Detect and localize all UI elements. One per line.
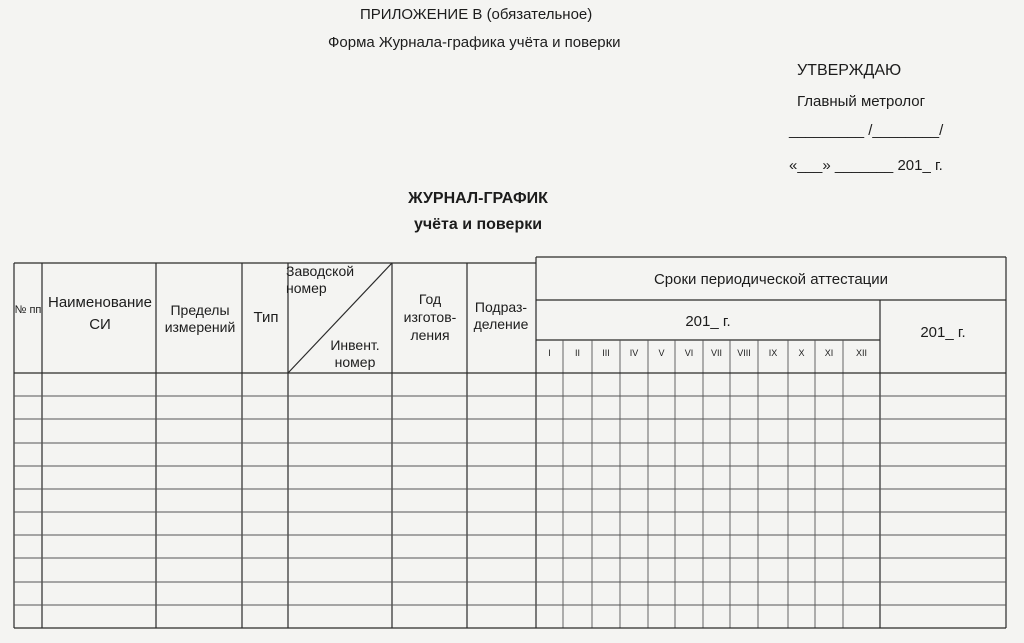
month-label-IV: IV bbox=[629, 348, 639, 358]
signature-line: _________ /________/ bbox=[789, 122, 944, 139]
col-header-type: Тип bbox=[253, 309, 279, 326]
col-header-invent: Инвент. номер bbox=[330, 337, 380, 370]
col-header-num: № пп bbox=[14, 304, 42, 316]
month-label-XI: XI bbox=[824, 348, 834, 358]
month-label-VII: VII bbox=[710, 348, 722, 358]
month-label-III: III bbox=[602, 348, 610, 358]
month-label-IX: IX bbox=[768, 348, 778, 358]
document-subtitle: учёта и поверки bbox=[413, 216, 543, 233]
col-header-name: Наименование СИ bbox=[48, 294, 152, 333]
month-label-VIII: VIII bbox=[737, 348, 751, 358]
approver-position: Главный метролог bbox=[797, 93, 926, 110]
month-label-VI: VI bbox=[684, 348, 694, 358]
month-label-XII: XII bbox=[855, 348, 867, 358]
col-header-limits: Пределы измерений bbox=[164, 302, 236, 335]
month-label-X: X bbox=[798, 348, 805, 358]
col-header-year2: 201_ г. bbox=[920, 324, 966, 341]
col-header-year1: 201_ г. bbox=[685, 313, 731, 330]
appendix-label: ПРИЛОЖЕНИЕ В (обязательное) bbox=[360, 6, 593, 23]
col-header-division: Подраз-деление bbox=[473, 299, 529, 332]
document-title: ЖУРНАЛ-ГРАФИК bbox=[408, 190, 548, 207]
month-label-V: V bbox=[658, 348, 665, 358]
date-line: «___» _______ 201_ г. bbox=[789, 157, 943, 174]
form-title: Форма Журнала-графика учёта и поверки bbox=[328, 34, 621, 51]
month-label-II: II bbox=[574, 348, 580, 358]
month-label-I: I bbox=[548, 348, 551, 358]
approve-label: УТВЕРЖДАЮ bbox=[797, 62, 902, 79]
col-header-serial: Заводской номер bbox=[286, 263, 355, 296]
col-header-periods: Сроки периодической аттестации bbox=[653, 271, 889, 288]
col-header-year: Год изготов-ления bbox=[403, 291, 457, 343]
